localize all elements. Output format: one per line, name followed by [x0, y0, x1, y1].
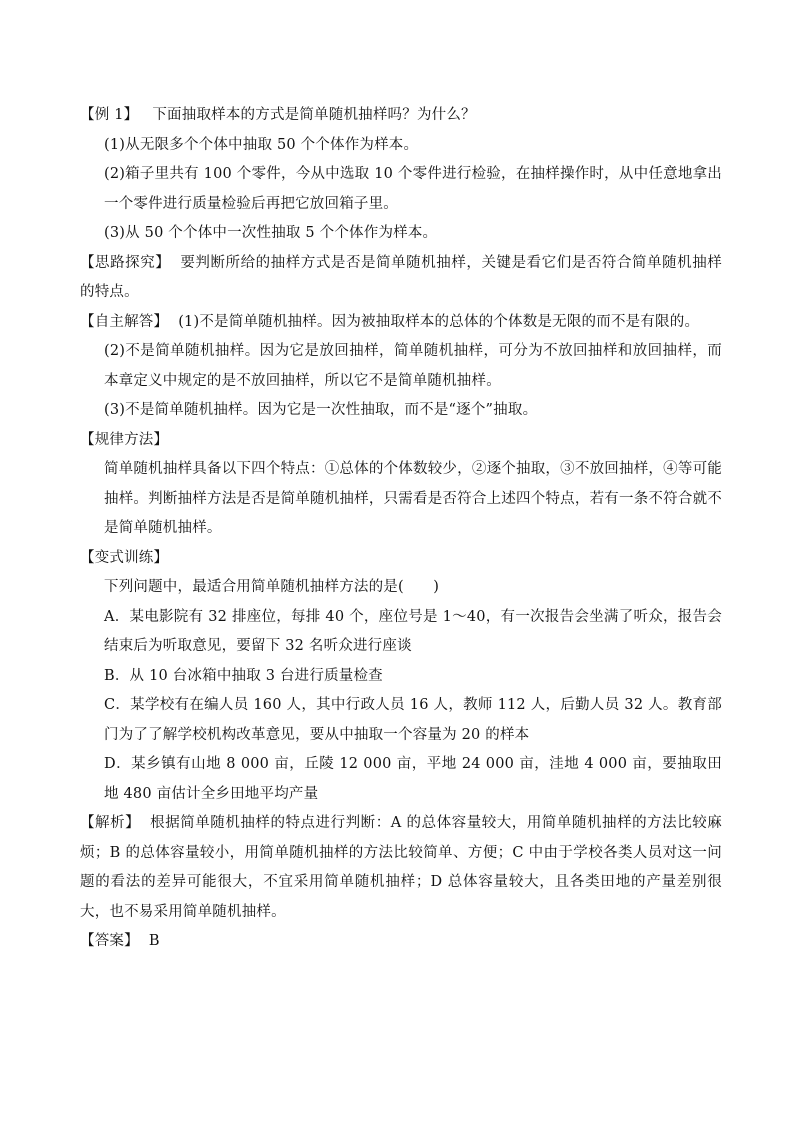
- self-answer-label: 【自主解答】: [80, 313, 169, 330]
- exercise-option-c: C．某学校有在编人员 160 人，其中行政人员 16 人，教师 112 人，后勤人员 32 人。教育部门为了了解学校机构改革意见，要从中抽取一个容量为 20 的样本: [104, 697, 722, 743]
- self-answer-item-3: (3)不是简单随机抽样。因为它是一次性抽取，而不是“逐个”抽取。: [104, 402, 538, 418]
- self-answer-item-2: (2)不是简单随机抽样。因为它是放回抽样，简单随机抽样，可分为不放回抽样和放回抽样，而本章定义中规定的是不放回抽样，所以它不是简单随机抽样。: [104, 343, 722, 389]
- example-item-1: (1)从无限多个个体中抽取 50 个个体作为样本。: [104, 136, 419, 153]
- thinking-text: 要判断所给的抽样方式是否是简单随机抽样，关键是看它们是否符合简单随机抽样的特点。: [80, 254, 722, 300]
- thinking-label: 【思路探究】: [80, 254, 171, 271]
- method-label: 【规律方法】: [80, 431, 169, 448]
- example-item-2: (2)箱子里共有 100 个零件，今从中选取 10 个零件进行检验，在抽样操作时，从中任意地拿出一个零件进行质量检验后再把它放回箱子里。: [104, 166, 722, 212]
- final-answer-value: B: [148, 933, 160, 949]
- example-item-3: (3)从 50 个个体中一次性抽取 5 个个体作为样本。: [104, 225, 438, 241]
- exercise-question: 下列问题中，最适合用简单随机抽样方法的是( ): [104, 579, 440, 595]
- self-answer-item-1: (1)不是简单随机抽样。因为被抽取样本的总体的个体数是无限的而不是有限的。: [178, 313, 700, 330]
- exercise-option-a: A．某电影院有 32 排座位，每排 40 个，座位号是 1～40，有一次报告会坐满了听众，报告会结束后为听取意见，要留下 32 名听众进行座谈: [104, 608, 722, 654]
- example-question-text: 下面抽取样本的方式是简单随机抽样吗？为什么？: [152, 107, 476, 123]
- example-question: [80, 101, 722, 131]
- thinking-section: [80, 249, 722, 308]
- document-content: [80, 101, 722, 957]
- exercise-label: 【变式训练】: [80, 549, 169, 566]
- method-text: 简单随机抽样具备以下四个特点：①总体的个体数较少，②逐个抽取，③不放回抽样，④等可能抽样。判断抽样方法是否是简单随机抽样，只需看是否符合上述四个特点，若有一条不符合就不是简单随机抽样。: [104, 461, 722, 536]
- analysis-label: 【解析】: [80, 815, 141, 831]
- analysis-text: 根据简单随机抽样的特点进行判断：A 的总体容量较大，用简单随机抽样的方法比较麻烦；B 的总体容量较小，用简单随机抽样的方法比较简单、方便；C 中由于学校各类人员对这一问题的看法的差异可能很大，不宜采用简单随机抽样；D 总体容量较大，且各类田地的产量差别很大，也不易采用简单随机抽样。: [80, 815, 722, 920]
- self-answer-section: [80, 308, 722, 338]
- analysis-section: [80, 809, 722, 927]
- final-answer-section: [80, 927, 722, 957]
- final-answer-label: 【答案】: [80, 933, 139, 949]
- exercise-option-d: D．某乡镇有山地 8 000 亩，丘陵 12 000 亩，平地 24 000 亩，洼地 4 000 亩，要抽取田地 480 亩估计全乡田地平均产量: [104, 756, 722, 802]
- exercise-option-b: B．从 10 台冰箱中抽取 3 台进行质量检查: [104, 667, 383, 684]
- example-label: 【例 1】: [80, 107, 139, 123]
